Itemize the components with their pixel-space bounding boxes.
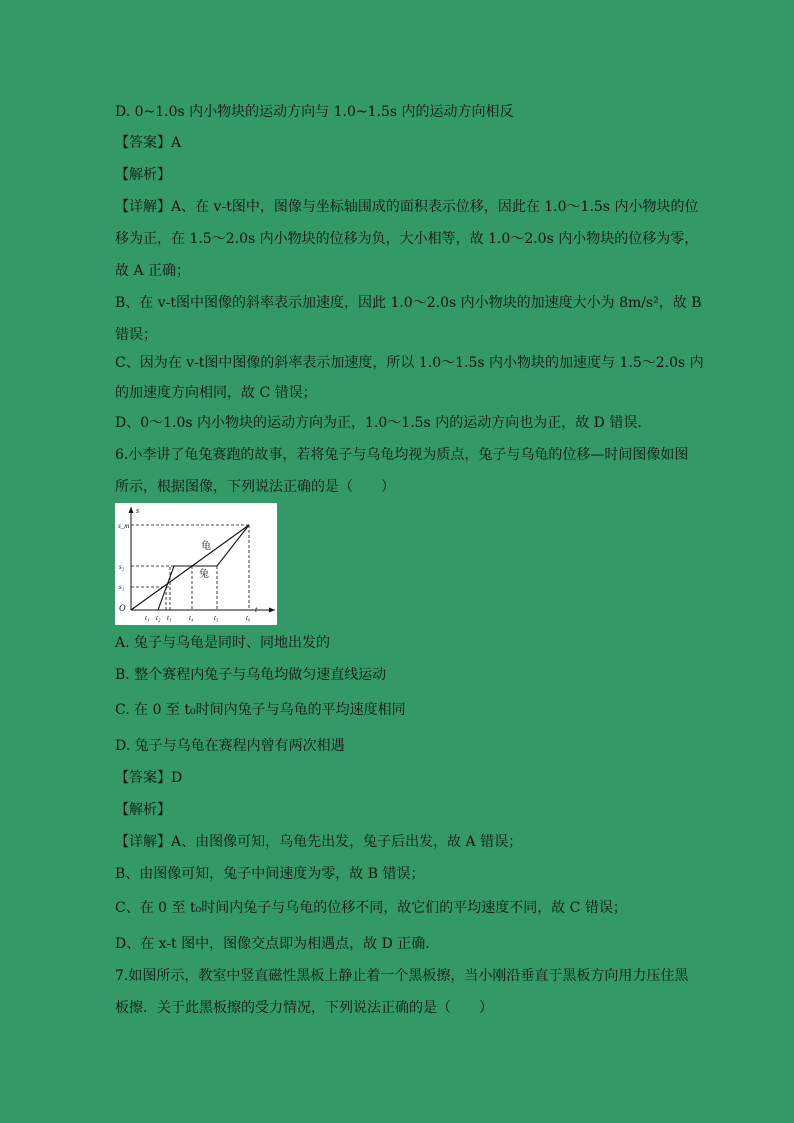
x-tick-t4: t₄ bbox=[189, 614, 194, 622]
y-tick-sm: s_m bbox=[118, 522, 130, 530]
x-tick-t3: t₃ bbox=[167, 614, 172, 622]
y-axis-arrow bbox=[129, 507, 134, 513]
origin-label: O bbox=[119, 603, 126, 613]
explanation-line: 错误； bbox=[115, 327, 157, 343]
explanation-line: 故 A 正确； bbox=[115, 263, 191, 279]
explanation-line: 的加速度方向相同，故 C 错误； bbox=[115, 385, 317, 401]
tortoise-line bbox=[131, 525, 249, 610]
hare-label: 兔 bbox=[199, 569, 209, 580]
option-d: D. 兔子与乌龟在赛程内曾有两次相遇 bbox=[115, 738, 345, 754]
explanation-line: D、0～1.0s 内小物块的运动方向为正，1.0～1.5s 内的运动方向也为正，故 D 错误． bbox=[115, 415, 652, 431]
x-axis-label: t bbox=[255, 605, 258, 614]
explanation-line: C、在 0 至 t₀时间内兔子与乌龟的位移不同，故它们的平均速度不同，故 C 错误； bbox=[115, 900, 627, 916]
explanation-line: C、因为在 v-t图中图像的斜率表示加速度，所以 1.0～1.5s 内小物块的加速度与 1.5～2.0s 内 bbox=[115, 355, 704, 371]
x-tick-t6: t₆ bbox=[246, 614, 251, 622]
displacement-time-graph bbox=[115, 503, 277, 625]
x-tick-t2: t₂ bbox=[156, 614, 161, 622]
question-6-stem: 所示，根据图像，下列说法正确的是（ ） bbox=[115, 479, 395, 495]
option-b: B. 整个赛程内兔子与乌龟均做匀速直线运动 bbox=[115, 667, 387, 683]
question-6-stem: 6.小李讲了龟兔赛跑的故事，若将兔子与乌龟均视为质点，兔子与乌龟的位移—时间图像如图 bbox=[115, 447, 689, 463]
explanation-line: D、在 x-t 图中，图像交点即为相遇点，故 D 正确． bbox=[115, 936, 440, 952]
explanation-line: 【详解】A、在 v-t图中，图像与坐标轴围成的面积表示位移，因此在 1.0～1.5s 内小物块的位 bbox=[115, 199, 699, 215]
x-tick-t1: t₁ bbox=[145, 614, 150, 622]
y-tick-s1: s₁ bbox=[119, 583, 125, 591]
y-axis-label: s bbox=[136, 506, 140, 515]
answer-label: 【答案】D bbox=[115, 770, 183, 786]
x-tick-t5: t₅ bbox=[214, 614, 219, 622]
explanation-line: 【详解】A、由图像可知，乌龟先出发，兔子后出发，故 A 错误； bbox=[115, 834, 523, 850]
graph-svg bbox=[115, 503, 277, 625]
tortoise-label: 龟 bbox=[201, 541, 211, 552]
question-7-stem: 板擦．关于此黑板擦的受力情况，下列说法正确的是（ ） bbox=[115, 1000, 493, 1016]
y-tick-s2: s₂ bbox=[119, 563, 125, 571]
answer-label: 【答案】A bbox=[115, 135, 182, 151]
option-c: C. 在 0 至 t₀时间内兔子与乌龟的平均速度相同 bbox=[115, 702, 406, 718]
analysis-label: 【解析】 bbox=[115, 802, 171, 818]
hare-line bbox=[158, 525, 249, 610]
x-axis-arrow bbox=[269, 608, 275, 613]
explanation-line: B、在 v-t图中图像的斜率表示加速度，因此 1.0～2.0s 内小物块的加速度大小为 8m/s²，故 B bbox=[115, 295, 702, 311]
option-a: A. 兔子与乌龟是同时、同地出发的 bbox=[115, 635, 331, 651]
question-7-stem: 7.如图所示，教室中竖直磁性黑板上静止着一个黑板擦，当小刚沿垂直于黑板方向用力压住黑 bbox=[115, 968, 689, 984]
explanation-line: 移为正，在 1.5～2.0s 内小物块的位移为负，大小相等，故 1.0～2.0s 内小物块的位移为零， bbox=[115, 231, 699, 247]
explanation-line: B、由图像可知，兔子中间速度为零，故 B 错误； bbox=[115, 866, 425, 882]
analysis-label: 【解析】 bbox=[115, 167, 171, 183]
option-d-previous: D. 0~1.0s 内小物块的运动方向与 1.0~1.5s 内的运动方向相反 bbox=[115, 104, 514, 120]
